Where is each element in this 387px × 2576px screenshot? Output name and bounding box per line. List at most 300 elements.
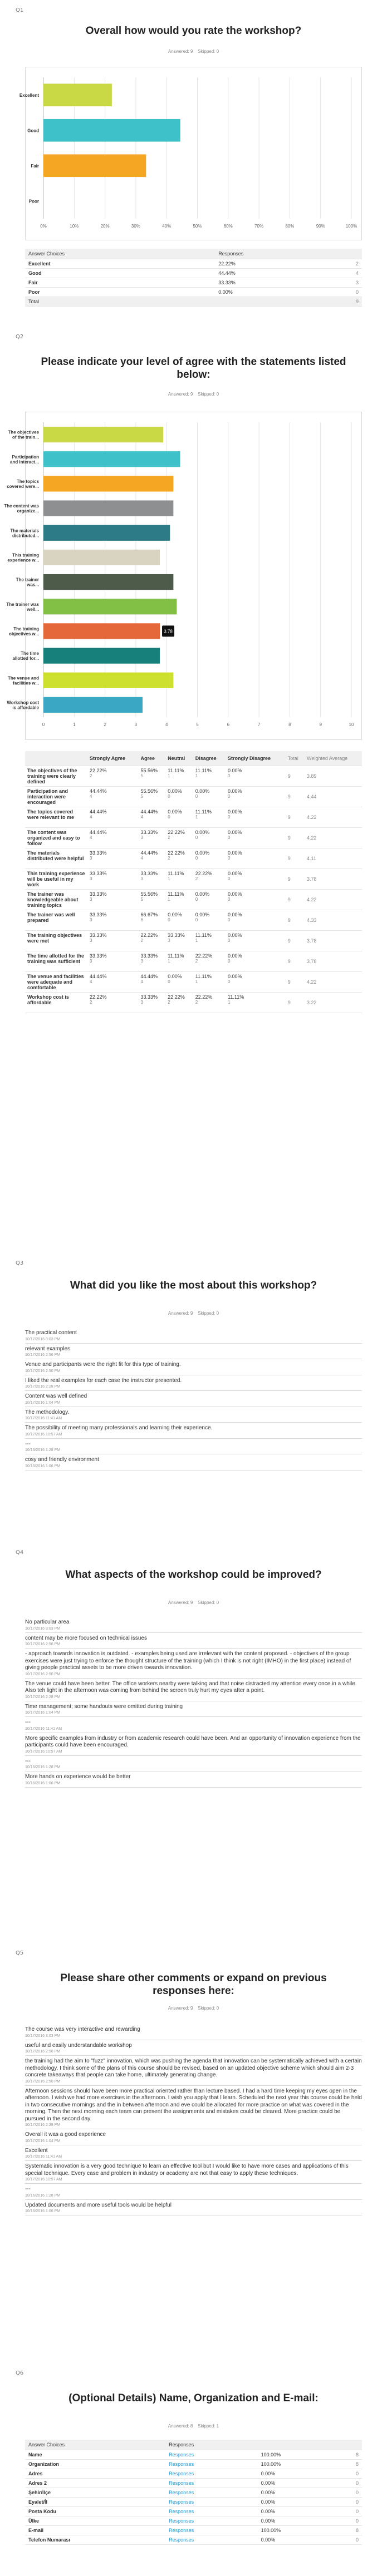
q1-category-label: Poor — [28, 199, 39, 204]
column-header — [25, 751, 87, 766]
column-header: Weighted Average — [305, 751, 362, 766]
responses-link[interactable]: Responses — [165, 2450, 258, 2460]
response-item — [25, 2200, 362, 2216]
row-total: 9 — [286, 827, 305, 848]
response-timestamp: 10/17/2016 2:50 PM — [25, 2079, 61, 2084]
q2-bar[interactable] — [43, 574, 173, 590]
matrix-cell — [165, 766, 193, 786]
matrix-cell — [87, 971, 138, 992]
cell-count: 1 — [168, 958, 170, 964]
response-text: Systematic innovation is a very good technique to learn an effective tool but I would like to have more cases and applications of this special technique. Every case and problem in industry or academy are not that easy to apply these techniques. — [25, 2163, 349, 2177]
cell-count: 0 — [228, 876, 231, 881]
matrix-cell — [193, 827, 226, 848]
matrix-cell — [193, 910, 226, 930]
cell-percent: 22.22% — [168, 850, 185, 856]
q6-table-row — [25, 2488, 362, 2498]
cell-count: 1 — [168, 896, 170, 902]
cell-count: 1 — [195, 814, 198, 820]
statement-label: The objectives of the training were clearly defined — [25, 766, 87, 786]
q1-tick-label: 90% — [316, 224, 325, 229]
response-timestamp: 10/17/2016 11:41 AM — [25, 1726, 62, 1731]
responses-link[interactable]: Responses — [165, 2516, 258, 2526]
response-item — [25, 1423, 362, 1439]
response-percent: 100.00% — [258, 2526, 335, 2535]
q2-table-row — [25, 889, 362, 910]
q3-answered: Answered: 9 — [168, 1311, 193, 1316]
cell-percent: 0.00% — [195, 911, 210, 917]
cell-count: 3 — [140, 835, 143, 840]
statement-label: The topics covered were relevant to me — [25, 807, 87, 827]
response-timestamp: 10/17/2016 11:41 AM — [25, 1417, 62, 1420]
cell-count: 3 — [90, 937, 92, 943]
cell-percent: 22.22% — [168, 829, 185, 835]
row-total: 9 — [286, 889, 305, 910]
matrix-cell — [193, 889, 226, 910]
response-item — [25, 2145, 362, 2162]
column-header: Agree — [138, 751, 165, 766]
q2-tick-label: 10 — [349, 722, 354, 727]
responses-link[interactable]: Responses — [165, 2479, 258, 2488]
q1-table-row — [25, 259, 362, 269]
weighted-average: 3.78 — [305, 951, 362, 971]
q2-bar[interactable] — [43, 550, 160, 565]
cell-count: 2 — [195, 958, 198, 964]
response-count: 8 — [335, 2450, 362, 2460]
response-text: I liked the real examples for each case the instructor presented. — [25, 1377, 182, 1384]
response-text: The methodology. — [25, 1409, 70, 1415]
response-item — [25, 1649, 362, 1679]
response-percent: 0.00% — [258, 2498, 335, 2507]
response-count: 0 — [335, 2479, 362, 2488]
matrix-cell — [226, 827, 286, 848]
total-count: 9 — [320, 297, 362, 307]
weighted-average: 4.22 — [305, 807, 362, 827]
cell-count: 0 — [195, 917, 198, 922]
cell-percent: 0.00% — [195, 829, 210, 835]
cell-percent: 0.00% — [228, 911, 242, 917]
response-timestamp: 10/17/2016 2:50 PM — [25, 1369, 61, 1373]
q6-answer-table — [25, 2440, 362, 2545]
response-percent: 0.00% — [258, 2479, 335, 2488]
cell-count: 0 — [168, 917, 170, 922]
total-label: Total — [25, 297, 215, 307]
response-timestamp: 10/17/2016 10:57 AM — [25, 2178, 62, 2182]
matrix-cell — [138, 786, 165, 807]
cell-count: 1 — [228, 999, 231, 1005]
matrix-cell — [226, 766, 286, 786]
cell-count: 4 — [90, 979, 92, 984]
weighted-average: 3.89 — [305, 766, 362, 786]
statement-label: The content was organized and easy to follow — [25, 827, 87, 848]
response-text: relevant examples — [25, 1345, 71, 1352]
q3-title: What did you like the most about this workshop? — [70, 1280, 317, 1291]
response-item — [25, 1679, 362, 1701]
response-item — [25, 1717, 362, 1733]
matrix-cell — [138, 992, 165, 1013]
cell-percent: 0.00% — [168, 788, 182, 794]
matrix-cell — [138, 951, 165, 971]
cell-percent: 22.22% — [195, 953, 213, 959]
q1-table-row — [25, 269, 362, 278]
cell-percent: 0.00% — [195, 850, 210, 856]
q6-table-row — [25, 2450, 362, 2460]
matrix-cell — [226, 889, 286, 910]
matrix-cell — [193, 786, 226, 807]
matrix-cell — [226, 786, 286, 807]
q2-table-row — [25, 807, 362, 827]
answer-choice: Şehir/İlçe — [25, 2488, 165, 2498]
matrix-cell — [138, 971, 165, 992]
response-text: More specific examples from industry or from academic research could have been. And an opportunity of innovation experience from the participants could have been encouraged. — [25, 1735, 361, 1748]
matrix-cell — [138, 848, 165, 868]
cell-percent: 0.00% — [195, 788, 210, 794]
q1-category-label: Fair — [31, 163, 39, 169]
matrix-cell — [138, 827, 165, 848]
response-item — [25, 1771, 362, 1788]
matrix-cell — [138, 807, 165, 827]
header-responses: Responses — [165, 2440, 362, 2450]
q1-title: Overall how would you rate the workshop? — [85, 25, 302, 37]
response-count: 3 — [320, 278, 362, 288]
q2-answered: Answered: 9 — [168, 392, 193, 397]
matrix-cell — [138, 868, 165, 889]
cell-count: 0 — [228, 793, 231, 799]
cell-percent: 11.11% — [195, 767, 212, 773]
q2-bar[interactable] — [43, 500, 173, 516]
row-total: 9 — [286, 992, 305, 1013]
matrix-cell — [226, 848, 286, 868]
cell-percent: 0.00% — [228, 829, 242, 835]
cell-percent: 33.33% — [90, 891, 107, 897]
response-text: Overall it was a good experience — [25, 2131, 106, 2138]
responses-link[interactable]: Responses — [165, 2488, 258, 2498]
responses-link[interactable]: Responses — [165, 2526, 258, 2535]
cell-percent: 0.00% — [168, 973, 182, 979]
q2-bar[interactable] — [43, 525, 170, 541]
q2-bar[interactable] — [43, 648, 160, 663]
matrix-cell — [226, 992, 286, 1013]
response-item — [25, 1359, 362, 1375]
statement-label: The time allotted for the training was sufficient — [25, 951, 87, 971]
cell-count: 0 — [168, 979, 170, 984]
q6-label: Q6 — [16, 2370, 24, 2376]
q2-bar[interactable] — [43, 623, 160, 639]
q2-bar[interactable] — [43, 476, 173, 491]
response-text: cosy and friendly environment — [25, 1457, 99, 1463]
cell-percent: 33.33% — [168, 932, 185, 938]
cell-percent: 11.11% — [168, 953, 184, 959]
response-item — [25, 2040, 362, 2056]
q2-category-label: The time allotted for... — [12, 651, 39, 662]
response-item — [25, 1454, 362, 1470]
response-text: Time management; some handouts were omitted during training — [25, 1703, 183, 1710]
q3-response-list — [25, 1328, 362, 1470]
q2-tick-label: 8 — [288, 722, 291, 727]
q2-category-label: The trainer was... — [16, 577, 39, 588]
cell-count: 0 — [228, 937, 231, 943]
cell-percent: 0.00% — [195, 891, 210, 897]
weighted-average: 4.44 — [305, 786, 362, 807]
cell-count: 1 — [168, 773, 170, 778]
q2-bar-chart — [4, 412, 361, 739]
cell-percent: 0.00% — [168, 911, 182, 917]
q4-title: What aspects of the workshop could be improved? — [65, 1569, 322, 1581]
q1-bar[interactable] — [43, 83, 112, 106]
weighted-average: 3.22 — [305, 992, 362, 1013]
q2-answer-stats — [0, 392, 387, 397]
response-percent: 44.44% — [215, 269, 320, 278]
response-item — [25, 2161, 362, 2184]
response-item — [25, 1391, 362, 1407]
cell-percent: 33.33% — [90, 850, 107, 856]
cell-percent: 44.44% — [90, 808, 107, 815]
response-text: Excellent — [25, 2147, 48, 2154]
matrix-cell — [87, 786, 138, 807]
q1-table-header — [25, 249, 362, 259]
matrix-cell — [193, 971, 226, 992]
q2-tick-label: 0 — [42, 722, 45, 727]
response-text: --- — [25, 1758, 31, 1764]
response-item — [25, 2086, 362, 2130]
response-timestamp: 10/16/2016 1:28 PM — [25, 1448, 61, 1452]
response-percent: 0.00% — [258, 2535, 335, 2545]
response-percent: 33.33% — [215, 278, 320, 288]
weighted-average: 3.78 — [305, 930, 362, 951]
cell-count: 0 — [228, 896, 231, 902]
q1-bar[interactable] — [43, 119, 180, 142]
answer-choice: Adres — [25, 2469, 165, 2479]
answer-choice: Good — [25, 269, 215, 278]
header-answer-choices: Answer Choices — [25, 249, 215, 259]
q4-skipped: Skipped: 0 — [198, 1600, 219, 1605]
q1-tick-label: 70% — [254, 224, 264, 229]
response-text: The course was very interactive and rewarding — [25, 2026, 140, 2032]
responses-link[interactable]: Responses — [165, 2507, 258, 2516]
q6-table-row — [25, 2507, 362, 2516]
response-text: Afternoon sessions should have been more practical oriented rather than lecture based. I had a hard time keeping my eyes open in the afternoon. I wish we had more exercises in the afternoon. I wish you apply that I learn. Scheduled the next year this course could be held in two consecutive mornings and the in between afternoon and eve could be allocated for more practice on what was covered in the morning. Then the next morning each team can present the assignments and mistakes could be cleared. More practice could be pursued in the second day. — [25, 2088, 362, 2122]
cell-percent: 0.00% — [228, 788, 242, 794]
matrix-cell — [87, 827, 138, 848]
q6-table-row — [25, 2526, 362, 2535]
responses-link[interactable]: Responses — [165, 2498, 258, 2507]
response-percent: 0.00% — [258, 2488, 335, 2498]
cell-count: 4 — [90, 814, 92, 820]
cell-percent: 33.33% — [90, 911, 107, 917]
q2-table-row — [25, 951, 362, 971]
cell-count: 2 — [90, 773, 92, 778]
matrix-cell — [87, 868, 138, 889]
q5-skipped: Skipped: 0 — [198, 2006, 219, 2011]
cell-count: 2 — [195, 999, 198, 1005]
response-item — [25, 1375, 362, 1391]
q2-bar[interactable] — [43, 697, 143, 713]
response-item — [25, 1439, 362, 1455]
cell-percent: 11.11% — [168, 891, 184, 897]
cell-count: 1 — [168, 876, 170, 881]
response-timestamp: 10/16/2016 1:06 PM — [25, 1464, 61, 1468]
cell-count: 1 — [195, 773, 198, 778]
matrix-cell — [165, 848, 193, 868]
response-percent: 0.00% — [258, 2507, 335, 2516]
q1-category-label: Excellent — [19, 92, 39, 98]
q1-answered: Answered: 9 — [168, 49, 193, 54]
q1-tick-label: 80% — [285, 224, 295, 229]
matrix-cell — [87, 992, 138, 1013]
cell-count: 4 — [140, 855, 143, 861]
q2-category-label: The venue and facilities w... — [7, 675, 39, 686]
matrix-cell — [138, 910, 165, 930]
q1-answer-table — [25, 249, 362, 307]
q2-category-label: This training experience w... — [7, 552, 39, 563]
q2-table-header — [25, 751, 362, 766]
q2-bar[interactable] — [43, 427, 163, 442]
q1-chart-panel — [19, 67, 362, 240]
weighted-average: 4.22 — [305, 889, 362, 910]
q5-title: Please share other comments or expand on previous responses here: — [60, 1972, 327, 1997]
column-header: Disagree — [193, 751, 226, 766]
cell-count: 2 — [168, 999, 170, 1005]
response-text: More hands on experience would be better — [25, 1774, 131, 1780]
matrix-cell — [87, 910, 138, 930]
cell-percent: 0.00% — [228, 932, 242, 938]
response-text: The possibility of meeting many professionals and learning their experience. — [25, 1425, 213, 1431]
cell-percent: 33.33% — [140, 994, 158, 1000]
q3-label: Q3 — [16, 1260, 24, 1266]
matrix-cell — [165, 971, 193, 992]
response-timestamp: 10/17/2016 3:03 PM — [25, 1626, 61, 1631]
response-text: No particular area — [25, 1619, 70, 1625]
response-text: content may be more focused on technical issues — [25, 1635, 148, 1641]
answer-choice: E-mail — [25, 2526, 165, 2535]
q5-answer-stats — [0, 2006, 387, 2011]
cell-count: 0 — [228, 917, 231, 922]
statement-label: The training objectives were met — [25, 930, 87, 951]
q2-tick-label: 9 — [319, 722, 322, 727]
cell-count: 2 — [195, 876, 198, 881]
response-count: 0 — [335, 2516, 362, 2526]
cell-percent: 0.00% — [228, 870, 242, 876]
response-item — [25, 2024, 362, 2040]
cell-count: 5 — [140, 793, 143, 799]
q2-bar[interactable] — [43, 451, 180, 467]
q1-table-row — [25, 278, 362, 288]
q1-tick-label: 0% — [40, 224, 47, 229]
responses-link[interactable]: Responses — [165, 2469, 258, 2479]
q2-category-label: The topics covered were... — [7, 478, 39, 489]
cell-percent: 11.11% — [195, 973, 212, 979]
response-count: 0 — [320, 288, 362, 297]
q2-table-row — [25, 766, 362, 786]
response-count: 2 — [320, 259, 362, 269]
matrix-cell — [226, 807, 286, 827]
q1-bar[interactable] — [43, 154, 146, 177]
q1-tick-label: 50% — [193, 224, 202, 229]
q6-table-row — [25, 2469, 362, 2479]
q2-skipped: Skipped: 0 — [198, 392, 219, 397]
cell-count: 0 — [228, 773, 231, 778]
response-item — [25, 2184, 362, 2200]
matrix-cell — [226, 868, 286, 889]
cell-count: 0 — [228, 814, 231, 820]
matrix-cell — [165, 786, 193, 807]
q2-tick-label: 1 — [73, 722, 76, 727]
cell-percent: 44.44% — [90, 829, 107, 835]
cell-percent: 0.00% — [228, 953, 242, 959]
header-responses: Responses — [215, 249, 362, 259]
row-total: 9 — [286, 868, 305, 889]
row-total: 9 — [286, 848, 305, 868]
response-timestamp: 10/16/2016 1:06 PM — [25, 1781, 61, 1785]
cell-count: 1 — [195, 979, 198, 984]
matrix-cell — [226, 930, 286, 951]
matrix-cell — [226, 910, 286, 930]
matrix-cell — [193, 951, 226, 971]
response-timestamp: 10/17/2016 2:50 PM — [25, 1672, 61, 1676]
cell-count: 0 — [195, 855, 198, 861]
row-total: 9 — [286, 971, 305, 992]
cell-percent: 11.11% — [195, 808, 212, 815]
cell-percent: 0.00% — [168, 808, 182, 815]
cell-percent: 44.44% — [90, 973, 107, 979]
q2-table-row — [25, 868, 362, 889]
cell-count: 0 — [228, 979, 231, 984]
response-timestamp: 10/17/2016 10:57 AM — [25, 1749, 62, 1754]
q2-bar[interactable] — [43, 673, 173, 688]
q1-table-row — [25, 288, 362, 297]
matrix-cell — [87, 889, 138, 910]
matrix-cell — [87, 930, 138, 951]
q1-category-label: Good — [27, 128, 39, 134]
cell-percent: 0.00% — [228, 850, 242, 856]
row-total: 9 — [286, 910, 305, 930]
response-timestamp: 10/16/2016 1:06 PM — [25, 2209, 61, 2213]
q2-tick-label: 5 — [196, 722, 199, 727]
row-total: 9 — [286, 766, 305, 786]
answer-choice: Organization — [25, 2460, 165, 2469]
q1-answer-stats — [0, 49, 387, 54]
matrix-cell — [193, 868, 226, 889]
statement-label: The venue and facilities were adequate and comfortable — [25, 971, 87, 992]
responses-link[interactable]: Responses — [165, 2460, 258, 2469]
response-text: The venue could have been better. The office workers nearby were talking and that noise distracted my attention every once in a while. Also teh light in the afternoon was coming from behind the screen truly hurt my eyes after a point. — [25, 1680, 357, 1694]
response-text: --- — [25, 1440, 31, 1447]
q4-answered: Answered: 9 — [168, 1600, 193, 1605]
matrix-cell — [87, 807, 138, 827]
q4-response-list — [25, 1617, 362, 1788]
matrix-cell — [193, 992, 226, 1013]
response-item — [25, 2056, 362, 2086]
response-item — [25, 1733, 362, 1756]
q6-table-row — [25, 2516, 362, 2526]
responses-link[interactable]: Responses — [165, 2535, 258, 2545]
cell-percent: 44.44% — [140, 808, 158, 815]
q2-bar[interactable] — [43, 599, 177, 614]
cell-count: 2 — [168, 855, 170, 861]
response-item — [25, 1633, 362, 1649]
q6-table-header — [25, 2440, 362, 2450]
response-timestamp: 10/17/2016 2:28 PM — [25, 2123, 61, 2127]
cell-count: 0 — [168, 814, 170, 820]
q2-tick-label: 6 — [227, 722, 230, 727]
q1-tick-label: 40% — [162, 224, 172, 229]
response-text: the training had the aim to "fuzz" innovation, which was pushing the agenda that innovation can be systematically achieved with a certain methodology. I think some of the plans of this course should be revised, based on an updated objective scheme which should aim 2-3 concrete takeaways that people can take home, ultimately generating change. — [25, 2058, 362, 2078]
statement-label: Workshop cost is affordable — [25, 992, 87, 1013]
cell-percent: 44.44% — [90, 788, 107, 794]
response-text: Content was well defined — [25, 1393, 87, 1399]
matrix-cell — [138, 766, 165, 786]
row-total: 9 — [286, 930, 305, 951]
header-answer-choices: Answer Choices — [25, 2440, 165, 2450]
